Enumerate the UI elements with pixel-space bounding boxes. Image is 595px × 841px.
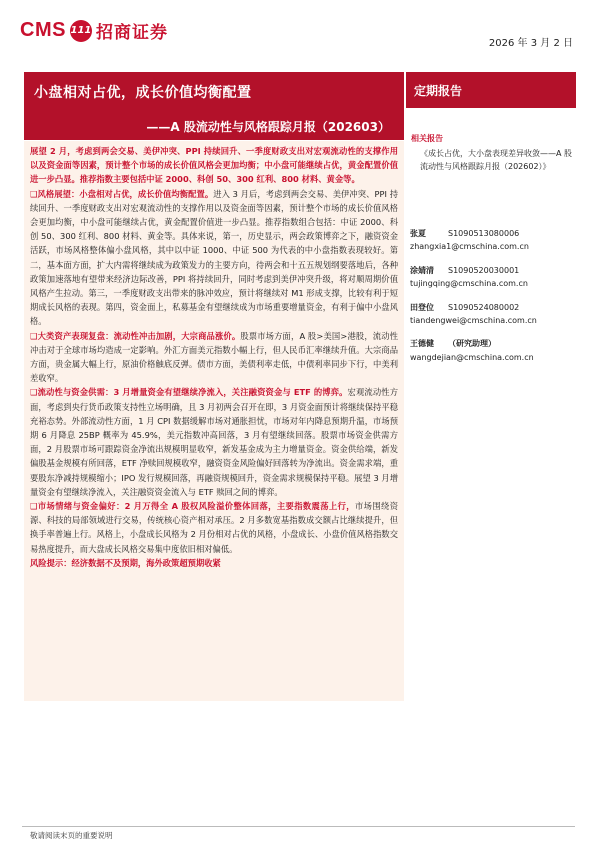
section-sentiment-body: 市场围绕资源、科技的局部领域进行交易，传统核心资产相对承压。2 月多数宽基指数成交额占比继续提升，但换手率普遍上行。风格上，小盘成长风格为 2 月份相对占优的风格，小盘成长、小盘价值风格指数交易热度提升，而大盘成长风格交易集中度依旧相对偏低。 (30, 501, 398, 554)
analyst-list (410, 227, 580, 374)
section-style-outlook-head: 风格展望：小盘相对占优，成长价值均衡配置。 (37, 188, 214, 199)
analyst-cert: S1090520030001 (448, 265, 520, 275)
related-reports (406, 114, 576, 173)
analyst-cert: S1090524080002 (448, 302, 520, 312)
analyst-name: 王德健 (410, 339, 434, 349)
analyst-email[interactable]: tujingqing@cmschina.com.cn (410, 279, 528, 289)
section-sentiment (30, 499, 398, 556)
risk-warning: 风险提示：经济数据不及预期，海外政策超预期收紧 (30, 557, 221, 568)
page-header (0, 0, 595, 68)
section-liquidity-head: 流动性与资金供需：3 月增量资金有望继续净流入，关注融资资金与 ETF 的博弈。 (37, 387, 348, 398)
section-sentiment-head: 市场情绪与资金偏好：2 月万得全 A 股权风险溢价整体回落，主要指数震荡上行， (37, 501, 355, 512)
section-asset-review-body: 股票市场方面，A 股>美国>港股，流动性冲击对于全球市场均造成一定影响。外汇方面美元指数小幅上行，但人民币汇率继续升值。大宗商品方面，贵金属大幅上行，原油价格触底反弹。债市方面，美债利率走低，中债利率同步下行，中美利差收窄。 (30, 330, 398, 384)
analyst-email[interactable]: wangdejian@cmschina.com.cn (410, 352, 534, 362)
section-asset-review-head: 大类资产表现复盘：流动性冲击加剧，大宗商品涨价。 (37, 330, 241, 341)
analyst-name: 涂婧清 (410, 265, 434, 275)
analyst-name: 张夏 (410, 229, 426, 238)
logo-badge-icon: 111 (70, 20, 92, 42)
bullet-icon: ❑ (30, 387, 38, 398)
section-liquidity-body: 宏观流动性方面，考虑到央行货币政策支持性立场明确，且 3 月初两会召开在即，3 月资金面预计将继续保持平稳充裕态势。外部流动性方面，1 月 CPI 数据缓解市场对通胀担忧，市场对年内降息预期升温，市场预期 6 月降息 25BP 概率为 45.9%，美元指数冲高回落，3 月有望继续回落。股票市场资金供需方面，2 月股票市场可跟踪资金净流出规模明显收窄，新发基金成为主力增量资金。资金供给端，新发偏股基金规模有所回落，ETF 净赎回规模收窄，融资资金风险偏好回落转为净流出。资金需求端，重要股东净减持规模缩小；IPO 发行规模回落，再融资规模回升，资金需求规模保持平稳。展望 3 月增量资金有望继续净流入，关注融资资金流入与 ETF 赎回之间的博弈。 (30, 387, 398, 497)
report-title: 小盘相对占优，成长价值均衡配置 (34, 85, 252, 101)
related-reports-title: 相关报告 (411, 134, 443, 143)
analyst-cert: S1090513080006 (448, 229, 520, 238)
report-type-banner: 定期报告 (406, 72, 576, 108)
summary-panel (24, 141, 404, 701)
footer-divider (22, 826, 575, 827)
bullet-icon: ❑ (30, 501, 38, 512)
analyst-email[interactable]: zhangxia1@cmschina.com.cn (410, 242, 529, 252)
related-report-link[interactable]: 《成长占优，大小盘表现差异收敛——A 股流动性与风格跟踪月报（202602）》 (420, 149, 573, 171)
bullet-icon: ❑ (30, 330, 38, 341)
footer-note: 敬请阅读末页的重要说明 (30, 831, 113, 840)
summary-intro: 展望 2 月，考虑到两会交易、美伊冲突、PPI 持续回升、一季度财政支出对宏观流动性的支撑作用以及资金面等因素，预计整个市场的成长价值风格会更加均衡；中小盘可能继续占优，黄金配置价值进一步凸显。推荐指数主要包括中证 2000、科创 50、300 红利、800 材料、黄金等。 (30, 146, 398, 185)
logo-cms-text: CMS (20, 19, 66, 41)
analyst-entry (410, 301, 580, 328)
analyst-name: 田登位 (410, 302, 434, 312)
section-style-outlook-body: 进入 3 月后，考虑到两会交易、美伊冲突、PPI 持续回升、一季度财政支出对宏观流动性的支撑作用以及资金面等因素，预计整个市场的成长价值风格会更加均衡，中小盘可能继续占优，黄金配置价值进一步凸显。推荐指数组合包括：中证 2000、科创 50、300 红利、800 材料、黄金等。具体来说，第一，历史显示，两会政策博弈之下，融资资金活跃，市场风格整体偏小盘风格，其中以中证 1000、中证 500 为代表的中小盘指数表现较好。第二，基本面方面，扩大内需将继续成为政策发力的主要方向，待两会和十五五规划纲要落地后，各种政策加速落地有望带来经济边际改善，PPI 将持续回升，同时考虑到美伊冲突升级，将对顺周期价值风格产生拉动。第三，一季度财政支出带来的脉冲效应，预计将继续对 M1 形成支撑，比较有利于短期成长风格的表现。第四，资金面上，私募基金有望继续成为市场重要增量资金，有利于偏中小盘风格。 (30, 188, 398, 327)
company-logo (20, 18, 168, 43)
section-liquidity (30, 385, 398, 499)
analyst-entry (410, 337, 580, 364)
report-date: 2026 年 3 月 2 日 (488, 38, 573, 49)
section-asset-review (30, 329, 398, 386)
analyst-entry (410, 227, 580, 254)
report-subtitle: ——A 股流动性与风格跟踪月报（202603） (146, 120, 390, 134)
analyst-entry (410, 264, 580, 291)
section-style-outlook (30, 187, 398, 329)
title-banner (24, 72, 404, 140)
logo-chinese-text: 招商证券 (95, 23, 168, 43)
analyst-email[interactable]: tiandengwei@cmschina.com.cn (410, 316, 537, 326)
analyst-role: （研究助理） (448, 339, 496, 349)
bullet-icon: ❑ (30, 188, 38, 199)
